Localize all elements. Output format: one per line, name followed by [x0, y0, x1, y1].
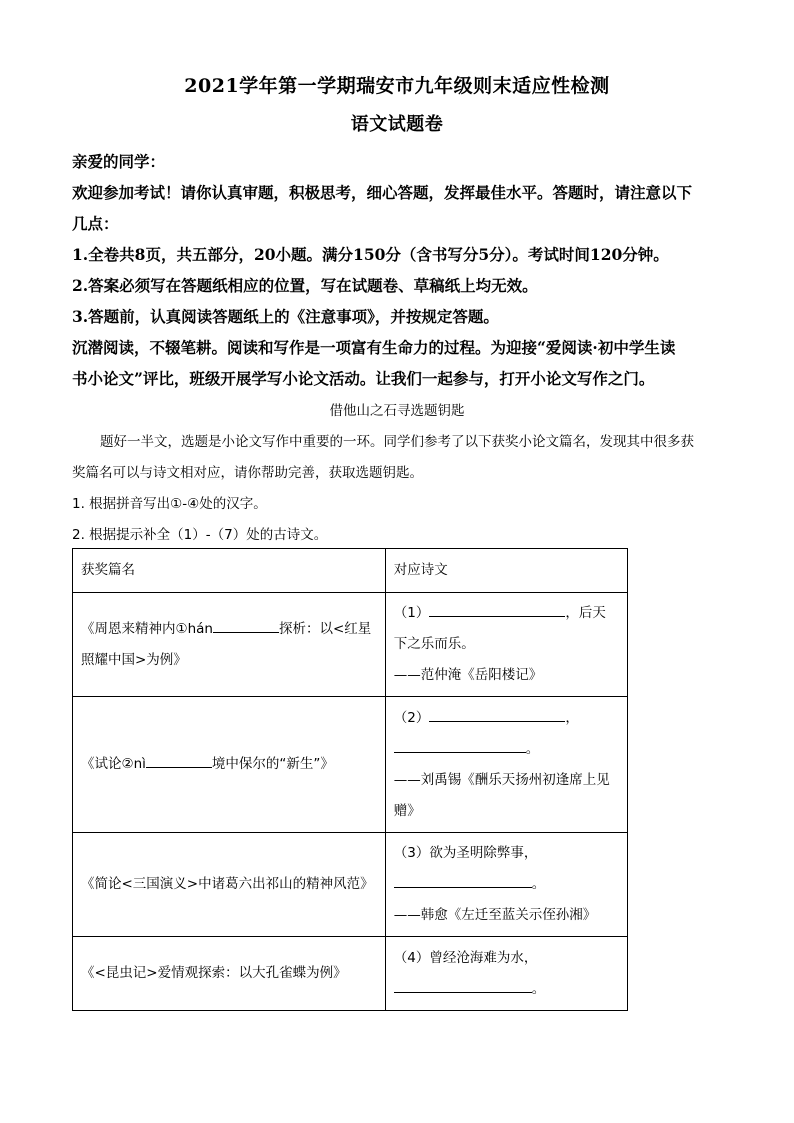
poem-table	[72, 548, 628, 1011]
poem-text: 。	[531, 980, 546, 997]
question-2: 2. 根据提示补全（1）-（7）处的古诗文。	[72, 527, 328, 543]
award-title-cell	[73, 937, 386, 1011]
award-title-text: 探析：以<红星	[279, 620, 372, 637]
poem-line: （3）欲为圣明除弊事，	[393, 845, 538, 861]
header-cell-title: 获奖篇名	[73, 549, 386, 593]
table-row	[73, 697, 628, 833]
award-title-line	[81, 749, 377, 780]
note-2: 2.答案必须写在答题纸相应的位置，写在试题卷、草稿纸上均无效。	[72, 276, 538, 295]
section-para-1: 题好一半文，选题是小论文写作中重要的一环。同学们参考了以下获奖小论文篇名，发现其中很多获	[100, 434, 694, 450]
poem-line	[394, 974, 619, 1005]
award-title-line: 照耀中国>为例》	[81, 651, 187, 668]
greeting: 亲爱的同学：	[72, 152, 166, 171]
note-1: 1.全卷共8页，共五部分，20小题。满分150分（含书写分5分）。考试时间120分钟。	[72, 245, 669, 264]
poem-line: （4）曾经沧海难为水，	[393, 949, 538, 966]
poem-source: ——韩愈《左迁至蓝关示侄孙湘》	[393, 907, 597, 923]
table-row	[73, 593, 628, 697]
award-title-line: 《简论<三国演义>中诸葛六出祁山的精神风范》	[81, 876, 374, 892]
award-title-text: 《试论②nì	[81, 756, 146, 772]
poem-blank-3[interactable]	[394, 869, 532, 888]
intro-line-3: 沉潜阅读，不辍笔耕。阅读和写作是一项富有生命力的过程。为迎接“爱阅读·初中学生读	[72, 338, 676, 357]
award-title-cell	[73, 697, 386, 833]
poem-text: ，后天	[565, 605, 606, 621]
award-title-cell	[73, 593, 386, 697]
award-title-line	[81, 614, 377, 645]
section-para-2: 奖篇名可以与诗文相对应，请你帮助完善，获取选题钥匙。	[72, 465, 423, 481]
award-title-line: 《<昆虫记>爱情观探索：以大孔雀蝶为例》	[81, 965, 347, 981]
poem-line	[394, 703, 619, 734]
award-title-text: 《周恩来精神内①hán	[81, 620, 213, 637]
intro-line-4: 书小论文”评比，班级开展学写小论文活动。让我们一起参与，打开小论文写作之门。	[72, 369, 655, 388]
poem-source: ——刘禹锡《酬乐天扬州初逢席上见	[393, 771, 610, 788]
poem-text: ，	[565, 709, 579, 726]
poem-text: 。	[531, 876, 546, 892]
table-row	[73, 833, 628, 937]
answer-blank-1[interactable]	[213, 614, 279, 633]
poem-cell	[385, 697, 627, 833]
exam-title: 2021学年第一学期瑞安市九年级则末适应性检测	[184, 75, 610, 97]
intro-line-2: 几点：	[72, 214, 119, 233]
poem-line	[394, 598, 619, 629]
award-title-text: 境中保尔的“新生”》	[211, 756, 334, 772]
table-header-row	[73, 549, 628, 593]
poem-line	[394, 734, 619, 765]
note-3: 3.答题前，认真阅读答题纸上的《注意事项》，并按规定答题。	[72, 307, 499, 326]
poem-number: （2）	[393, 709, 430, 726]
poem-number: （1）	[393, 605, 430, 621]
poem-source: 赠》	[393, 802, 421, 819]
poem-cell	[385, 937, 627, 1011]
poem-text: 。	[525, 740, 540, 757]
poem-blank-2a[interactable]	[429, 703, 565, 722]
award-title-cell	[73, 833, 386, 937]
poem-line	[394, 869, 619, 900]
poem-cell	[385, 593, 627, 697]
poem-blank-1[interactable]	[429, 598, 565, 617]
poem-blank-2b[interactable]	[394, 734, 526, 753]
poem-line: 下之乐而乐。	[393, 636, 475, 652]
question-1: 1. 根据拼音写出①-④处的汉字。	[72, 496, 267, 512]
poem-source: ——范仲淹《岳阳楼记》	[393, 667, 543, 683]
exam-subtitle: 语文试题卷	[350, 114, 444, 135]
intro-line-1: 欢迎参加考试！请你认真审题，积极思考，细心答题，发挥最佳水平。答题时，请注意以下	[72, 183, 693, 202]
answer-blank-2[interactable]	[146, 749, 212, 768]
header-cell-poem: 对应诗文	[385, 549, 627, 593]
poem-cell	[385, 833, 627, 937]
poem-blank-4[interactable]	[394, 974, 532, 993]
table-row	[73, 937, 628, 1011]
section-heading: 借他山之石寻选题钥匙	[329, 403, 465, 419]
